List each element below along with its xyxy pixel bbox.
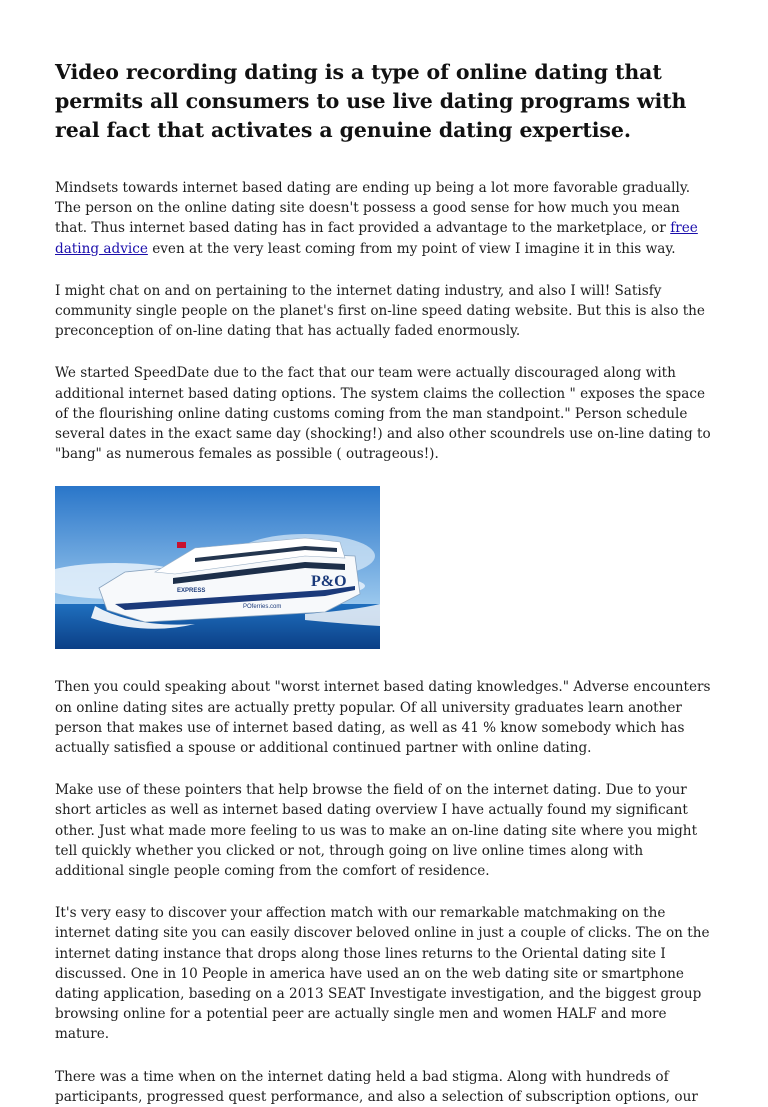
free-dating-advice-link[interactable]: free dating advice	[55, 220, 698, 257]
ferry-photo	[55, 486, 380, 649]
paragraph-2: I might chat on and on pertaining to the internet dating industry, and also I will! Satisfy community single people on the planet's first on-line speed dating website. But this is also the preconception of on-line dating that has actually faded enormously.	[55, 282, 705, 340]
article-title: Video recording dating is a type of online dating that permits all consumers to use live dating programs with real fact that activates a genuine dating expertise.	[55, 60, 687, 142]
paragraph-5: Make use of these pointers that help browse the field of on the internet dating. Due to your short articles as well as internet based dating overview I have actually found my significant other. Just what made more feeling to us was to make an on-line dating site where you might tell quickly whether you clicked or not, through going on live online times along with additional single people coming from the comfort of residence.	[55, 782, 698, 880]
flag	[177, 542, 186, 548]
paragraph-4: Then you could speaking about "worst internet based dating knowledges." Adverse encounters on online dating sites are actually pretty popular. Of all university graduates learn another person that makes use of internet based dating, as well as 41 % know somebody which has actually satisfied a spouse or additional continued partner with online dating.	[55, 679, 711, 757]
paragraph-1	[55, 178, 716, 259]
paragraph-3: We started SpeedDate due to the fact that our team were actually discouraged along with additional internet based dating options. The system claims the collection " exposes the space of the flourishing online dating customs coming from the man standpoint." Person schedule several dates in the exact same day (shocking!) and also other scoundrels use on-line dating to "bang" as numerous females as possible ( outrageous!).	[55, 365, 711, 463]
paragraph-1-text-b: even at the very least coming from my point of view I imagine it in this way.	[147, 240, 676, 257]
brand-logo-text: P&O	[311, 573, 347, 591]
paragraph-6: It's very easy to discover your affection match with our remarkable matchmaking on the internet dating site you can easily discover beloved online in just a couple of clicks. The on the internet dating instance that drops along those lines returns to the Oriental dating site I discussed. One in 10 People in america have used an on the web dating site or smartphone dating application, baseding on a 2013 SEAT Investigate investigation, and the biggest group browsing online for a potential peer are actually single men and women HALF and more mature.	[55, 905, 710, 1043]
ship-name-label: EXPRESS	[177, 588, 206, 595]
paragraph-7: There was a time when on the internet dating held a bad stigma. Along with hundreds of participants, progressed quest performance, and also a selection of subscription options, our	[55, 1068, 698, 1105]
paragraph-1-text-a: Mindsets towards internet based dating are ending up being a lot more favorable gradually. The person on the online dating site doesn't possess a good sense for how much you mean that. Thus internet based dating has in fact provided a advantage to the marketplace, or	[55, 180, 691, 237]
site-label: POferries.com	[243, 604, 282, 611]
